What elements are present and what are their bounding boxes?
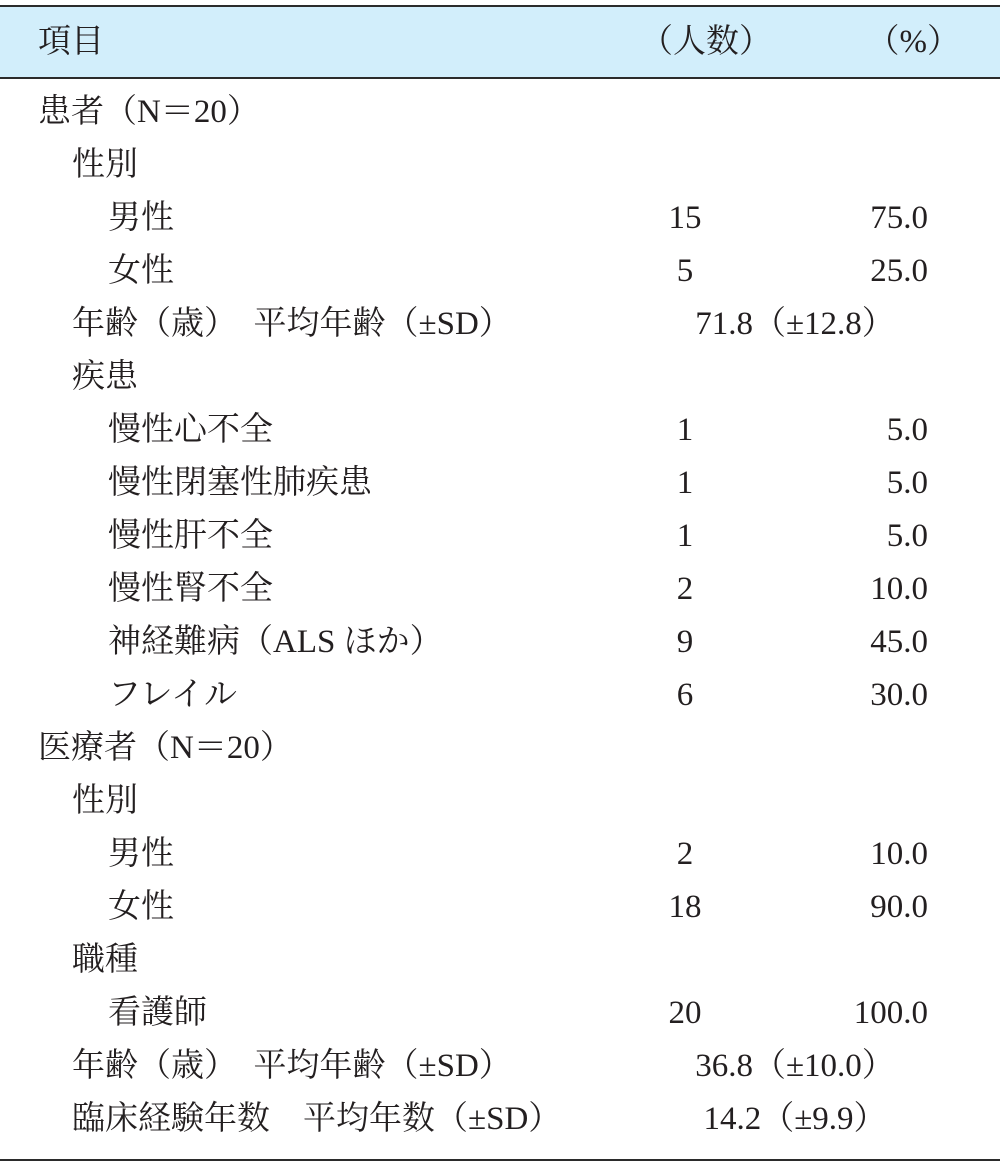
row-percent: 10.0 (870, 571, 928, 607)
row-percent: 5.0 (886, 518, 928, 554)
row-count: 18 (668, 889, 702, 925)
table-row (0, 987, 1000, 1040)
row-count: 1 (676, 518, 694, 554)
row-label: 女性 (108, 253, 174, 289)
table-body (0, 86, 1000, 1146)
row-percent: 5.0 (886, 465, 928, 501)
row-label: 男性 (108, 836, 174, 872)
row-label: 医療者（N＝20） (38, 730, 293, 766)
table-row (0, 722, 1000, 775)
table-row (0, 934, 1000, 987)
row-count: 2 (676, 571, 694, 607)
row-percent: 5.0 (886, 412, 928, 448)
header-item: 項目 (38, 24, 104, 60)
row-label: 男性 (108, 200, 174, 236)
row-percent: 45.0 (870, 624, 928, 660)
row-count: 6 (676, 677, 694, 713)
table-row (0, 457, 1000, 510)
table-row (0, 563, 1000, 616)
row-label: 疾患 (72, 359, 138, 395)
row-label: 慢性閉塞性肺疾患 (108, 465, 372, 501)
row-label: 女性 (108, 889, 174, 925)
row-mean-sd: 71.8（±12.8） (695, 306, 895, 342)
row-count: 15 (668, 200, 702, 236)
row-label: 性別 (72, 147, 138, 183)
row-count: 5 (676, 253, 694, 289)
row-mean-sd: 36.8（±10.0） (695, 1048, 895, 1084)
table-row (0, 669, 1000, 722)
row-percent: 10.0 (870, 836, 928, 872)
table-row (0, 139, 1000, 192)
row-label: 臨床経験年数 平均年数（±SD） (72, 1101, 562, 1137)
row-percent: 100.0 (853, 995, 928, 1031)
row-percent: 75.0 (870, 200, 928, 236)
row-count: 1 (676, 412, 694, 448)
table-row (0, 828, 1000, 881)
row-label: 慢性腎不全 (108, 571, 273, 607)
row-label: フレイル (108, 677, 238, 713)
row-mean-sd: 14.2（±9.9） (703, 1101, 887, 1137)
row-label: 年齢（歳） 平均年齢（±SD） (72, 306, 512, 342)
row-count: 20 (668, 995, 702, 1031)
row-count: 9 (676, 624, 694, 660)
table-row (0, 616, 1000, 669)
table-row (0, 1093, 1000, 1146)
table-row (0, 86, 1000, 139)
row-count: 1 (676, 465, 694, 501)
table-row (0, 192, 1000, 245)
table-row (0, 881, 1000, 934)
table-row (0, 775, 1000, 828)
table-row (0, 1040, 1000, 1093)
row-label: 神経難病（ALS ほか） (108, 624, 443, 660)
row-label: 年齢（歳） 平均年齢（±SD） (72, 1048, 512, 1084)
header-percent: （%） (866, 24, 960, 60)
table-row (0, 245, 1000, 298)
row-percent: 90.0 (870, 889, 928, 925)
row-label: 慢性肝不全 (108, 518, 273, 554)
table-row (0, 404, 1000, 457)
row-percent: 30.0 (870, 677, 928, 713)
row-label: 患者（N＝20） (38, 94, 260, 130)
table-row (0, 510, 1000, 563)
table-bottom-rule (0, 1159, 1000, 1161)
table-row (0, 298, 1000, 351)
table-header-rule (0, 77, 1000, 79)
header-count: （人数） (640, 24, 772, 60)
row-count: 2 (676, 836, 694, 872)
row-label: 職種 (72, 942, 138, 978)
row-label: 看護師 (108, 995, 207, 1031)
row-label: 性別 (72, 783, 138, 819)
row-label: 慢性心不全 (108, 412, 273, 448)
row-percent: 25.0 (870, 253, 928, 289)
table-row (0, 351, 1000, 404)
